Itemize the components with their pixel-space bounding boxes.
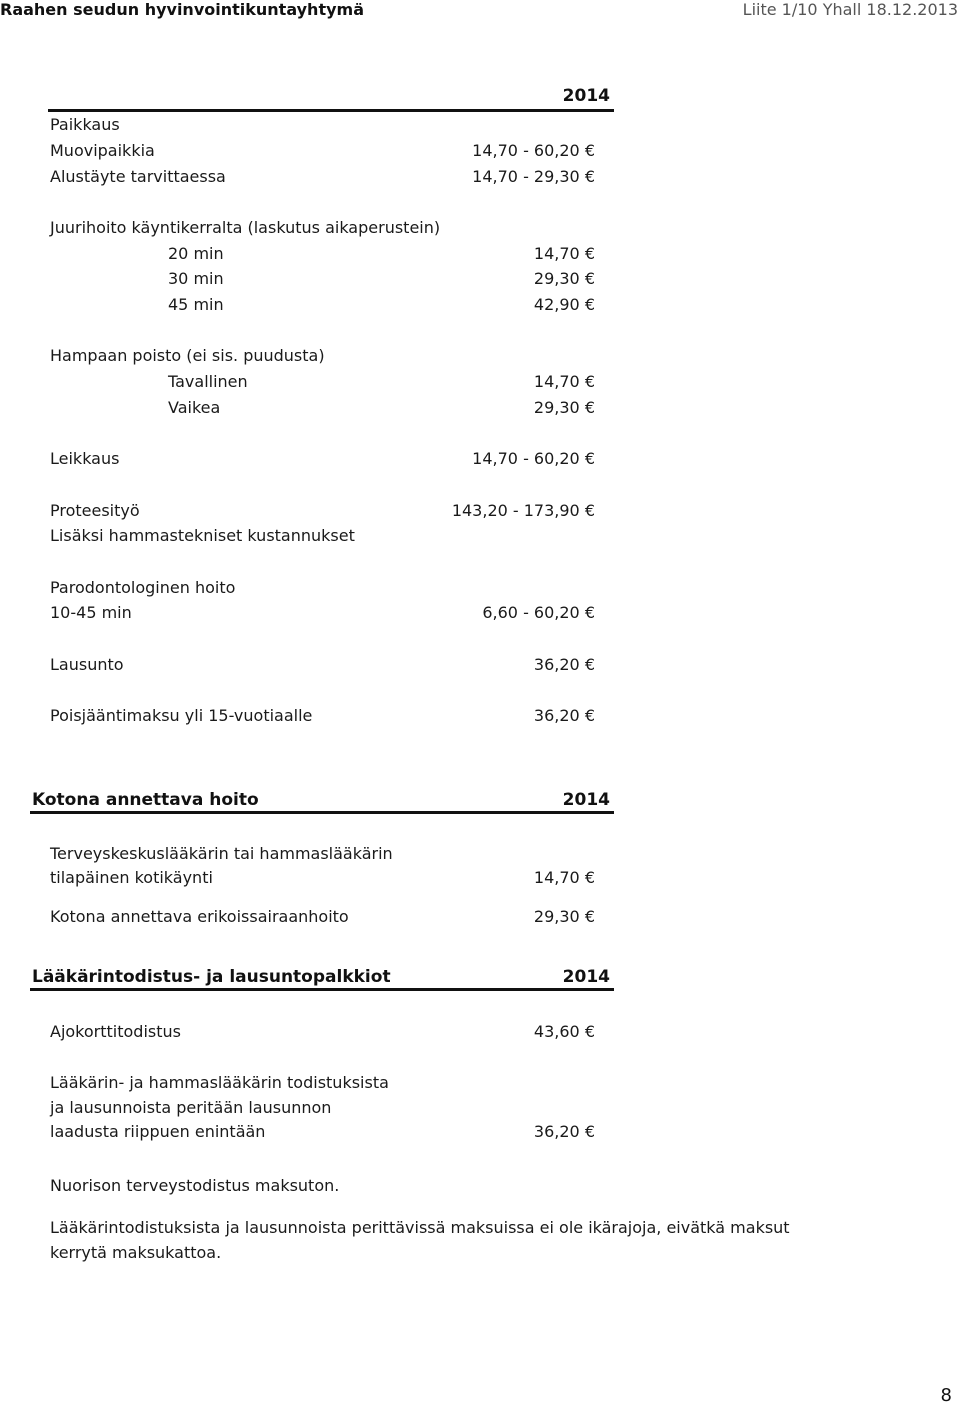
vaikea-value: 29,30 € <box>533 398 595 417</box>
alustayte-label: Alustäyte tarvittaessa <box>50 167 226 186</box>
page-number: 8 <box>940 1385 952 1406</box>
min30-label: 30 min <box>168 269 224 288</box>
hampaan-poisto-heading: Hampaan poisto (ei sis. puudusta) <box>50 346 325 365</box>
leikkaus-value: 14,70 - 60,20 € <box>472 449 595 468</box>
proteesityo-value: 143,20 - 173,90 € <box>451 501 595 520</box>
erikois-value: 29,30 € <box>533 907 595 926</box>
min45-label: 45 min <box>168 295 224 314</box>
min1045-value: 6,60 - 60,20 € <box>482 603 595 622</box>
juurihoito-heading: Juurihoito käyntikerralta (laskutus aikaperustein) <box>50 218 441 237</box>
muovipaikkia-label: Muovipaikkia <box>50 141 155 160</box>
parodont-heading: Parodontologinen hoito <box>50 578 236 597</box>
proteesityo-label: Proteesityö <box>50 501 140 520</box>
min20-label: 20 min <box>168 244 224 263</box>
min45-value: 42,90 € <box>533 295 595 314</box>
section1-year: 2014 <box>562 86 610 106</box>
todistukset-line1: Lääkärin- ja hammaslääkärin todistuksista <box>50 1073 389 1092</box>
note-line1: Lääkärintodistuksista ja lausunnoista perittävissä maksuissa ei ole ikärajoja, eivätkä maksut <box>50 1218 790 1237</box>
todistukset-line2: ja lausunnoista peritään lausunnon <box>50 1098 332 1117</box>
section2-year: 2014 <box>562 790 610 810</box>
lisaksi-text: Lisäksi hammastekniset kustannukset <box>50 526 355 545</box>
leikkaus-label: Leikkaus <box>50 449 120 468</box>
section3-year: 2014 <box>562 967 610 987</box>
document-reference: Liite 1/10 Yhall 18.12.2013 <box>742 0 958 19</box>
kotikaynti-value: 14,70 € <box>533 868 595 887</box>
poisjaanti-value: 36,20 € <box>533 706 595 725</box>
tavallinen-value: 14,70 € <box>533 372 595 391</box>
section3-title: Lääkärintodistus- ja lausuntopalkkiot <box>32 967 391 987</box>
ajokortti-label: Ajokorttitodistus <box>50 1022 181 1041</box>
paikkaus-heading: Paikkaus <box>50 115 120 134</box>
lausunto-value: 36,20 € <box>533 655 595 674</box>
min1045-label: 10-45 min <box>50 603 132 622</box>
lausunto-label: Lausunto <box>50 655 124 674</box>
section3-rule <box>30 988 614 991</box>
alustayte-value: 14,70 - 29,30 € <box>472 167 595 186</box>
poisjaanti-label: Poisjääntimaksu yli 15-vuotiaalle <box>50 706 313 725</box>
note-line2: kerrytä maksukattoa. <box>50 1243 222 1262</box>
kotikaynti-line2: tilapäinen kotikäynti <box>50 868 213 887</box>
min20-value: 14,70 € <box>533 244 595 263</box>
section2-rule <box>30 811 614 814</box>
kotikaynti-line1: Terveyskeskuslääkärin tai hammaslääkärin <box>50 844 393 863</box>
section1-rule <box>48 109 614 112</box>
min30-value: 29,30 € <box>533 269 595 288</box>
section2-title: Kotona annettava hoito <box>32 790 259 810</box>
nuoriso-text: Nuorison terveystodistus maksuton. <box>50 1176 340 1195</box>
todistukset-line3: laadusta riippuen enintään <box>50 1122 266 1141</box>
vaikea-label: Vaikea <box>168 398 221 417</box>
erikois-label: Kotona annettava erikoissairaanhoito <box>50 907 349 926</box>
organization-name: Raahen seudun hyvinvointikuntayhtymä <box>0 0 364 19</box>
todistukset-value: 36,20 € <box>533 1122 595 1141</box>
muovipaikkia-value: 14,70 - 60,20 € <box>472 141 595 160</box>
tavallinen-label: Tavallinen <box>168 372 248 391</box>
ajokortti-value: 43,60 € <box>533 1022 595 1041</box>
page-header <box>0 0 960 24</box>
